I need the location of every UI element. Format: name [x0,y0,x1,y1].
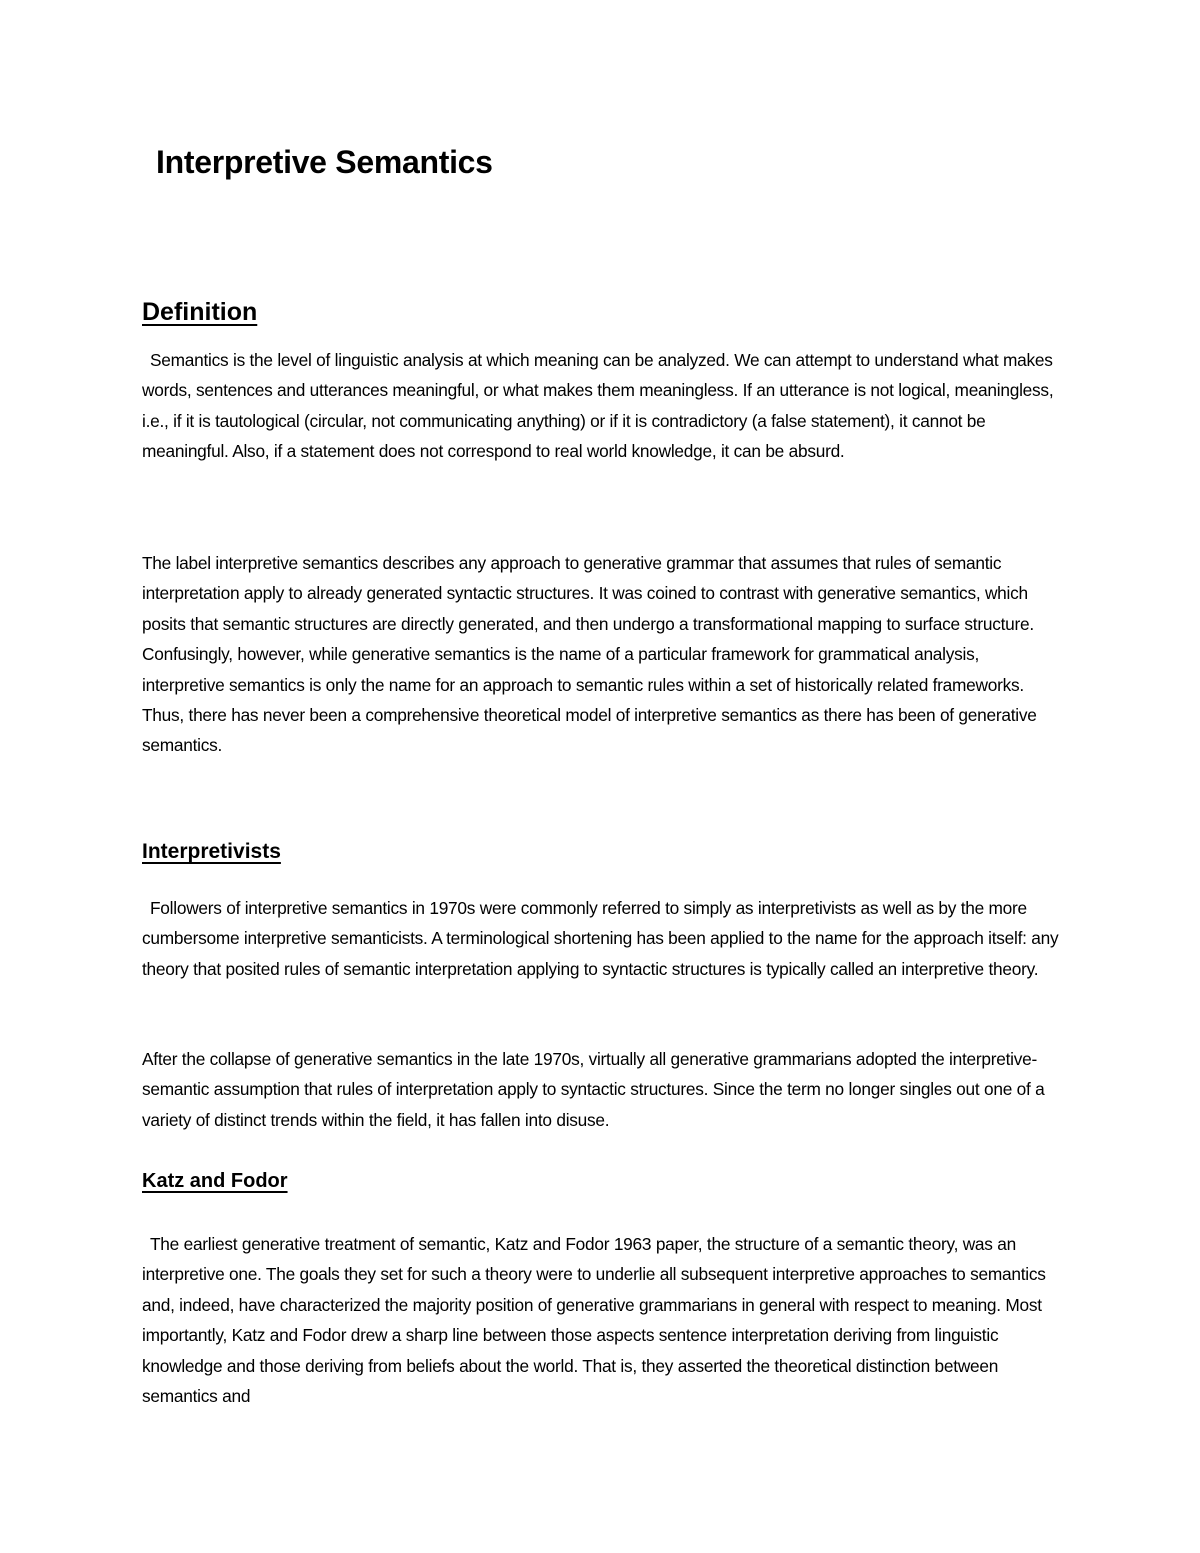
definition-paragraph-1: Semantics is the level of linguistic analysis at which meaning can be analyzed. We can attempt to understand what makes words, sentences and utterances meaningful, or what makes them meaningless. If an utterance is not logical, meaningless, i.e., if it is tautological (circular, not communicating anything) or if it is contradictory (a false statement), it cannot be meaningful. Also, if a statement does not correspond to real world knowledge, it can be absurd. [142,350,1054,462]
definition-paragraph-2: The label interpretive semantics describes any approach to generative grammar that assumes that rules of semantic interpretation apply to already generated syntactic structures. It was coined to contrast with generative semantics, which posits that semantic structures are directly generated, and then undergo a transformational mapping to surface structure. Confusingly, however, while generative semantics is the name of a particular framework for grammatical analysis, interpretive semantics is only the name for an approach to semantic rules within a set of historically related frameworks. Thus, there has never been a comprehensive theoretical model of interpretive semantics as there has been of generative semantics. [142,553,1037,756]
interpretivists-paragraph-2: After the collapse of generative semantics in the late 1970s, virtually all generative grammarians adopted the interpretive-semantic assumption that rules of interpretation apply to syntactic structures. Since the term no longer singles out one of a variety of distinct trends within the field, it has fallen into disuse. [142,1049,1045,1130]
katz-fodor-paragraph-1: The earliest generative treatment of semantic, Katz and Fodor 1963 paper, the structure of a semantic theory, was an interpretive one. The goals they set for such a theory were to underlie all subsequent interpretive approaches to semantics and, indeed, have characterized the majority position of generative grammarians in general with respect to meaning. Most importantly, Katz and Fodor drew a sharp line between those aspects sentence interpretation deriving from linguistic knowledge and those deriving from beliefs about the world. That is, they asserted the theoretical distinction between semantics and [142,1234,1046,1407]
section-heading-definition: Definition [142,298,258,326]
interpretivists-paragraph-1: Followers of interpretive semantics in 1970s were commonly referred to simply as interpretivists as well as by the more cumbersome interpretive semanticists. A terminological shortening has been applied to the name for the approach itself: any theory that posited rules of semantic interpretation applying to syntactic structures is typically called an interpretive theory. [142,898,1059,979]
section-heading-interpretivists: Interpretivists [142,840,281,863]
document-title: Interpretive Semantics [156,144,493,180]
section-heading-katz-and-fodor: Katz and Fodor [142,1170,288,1192]
